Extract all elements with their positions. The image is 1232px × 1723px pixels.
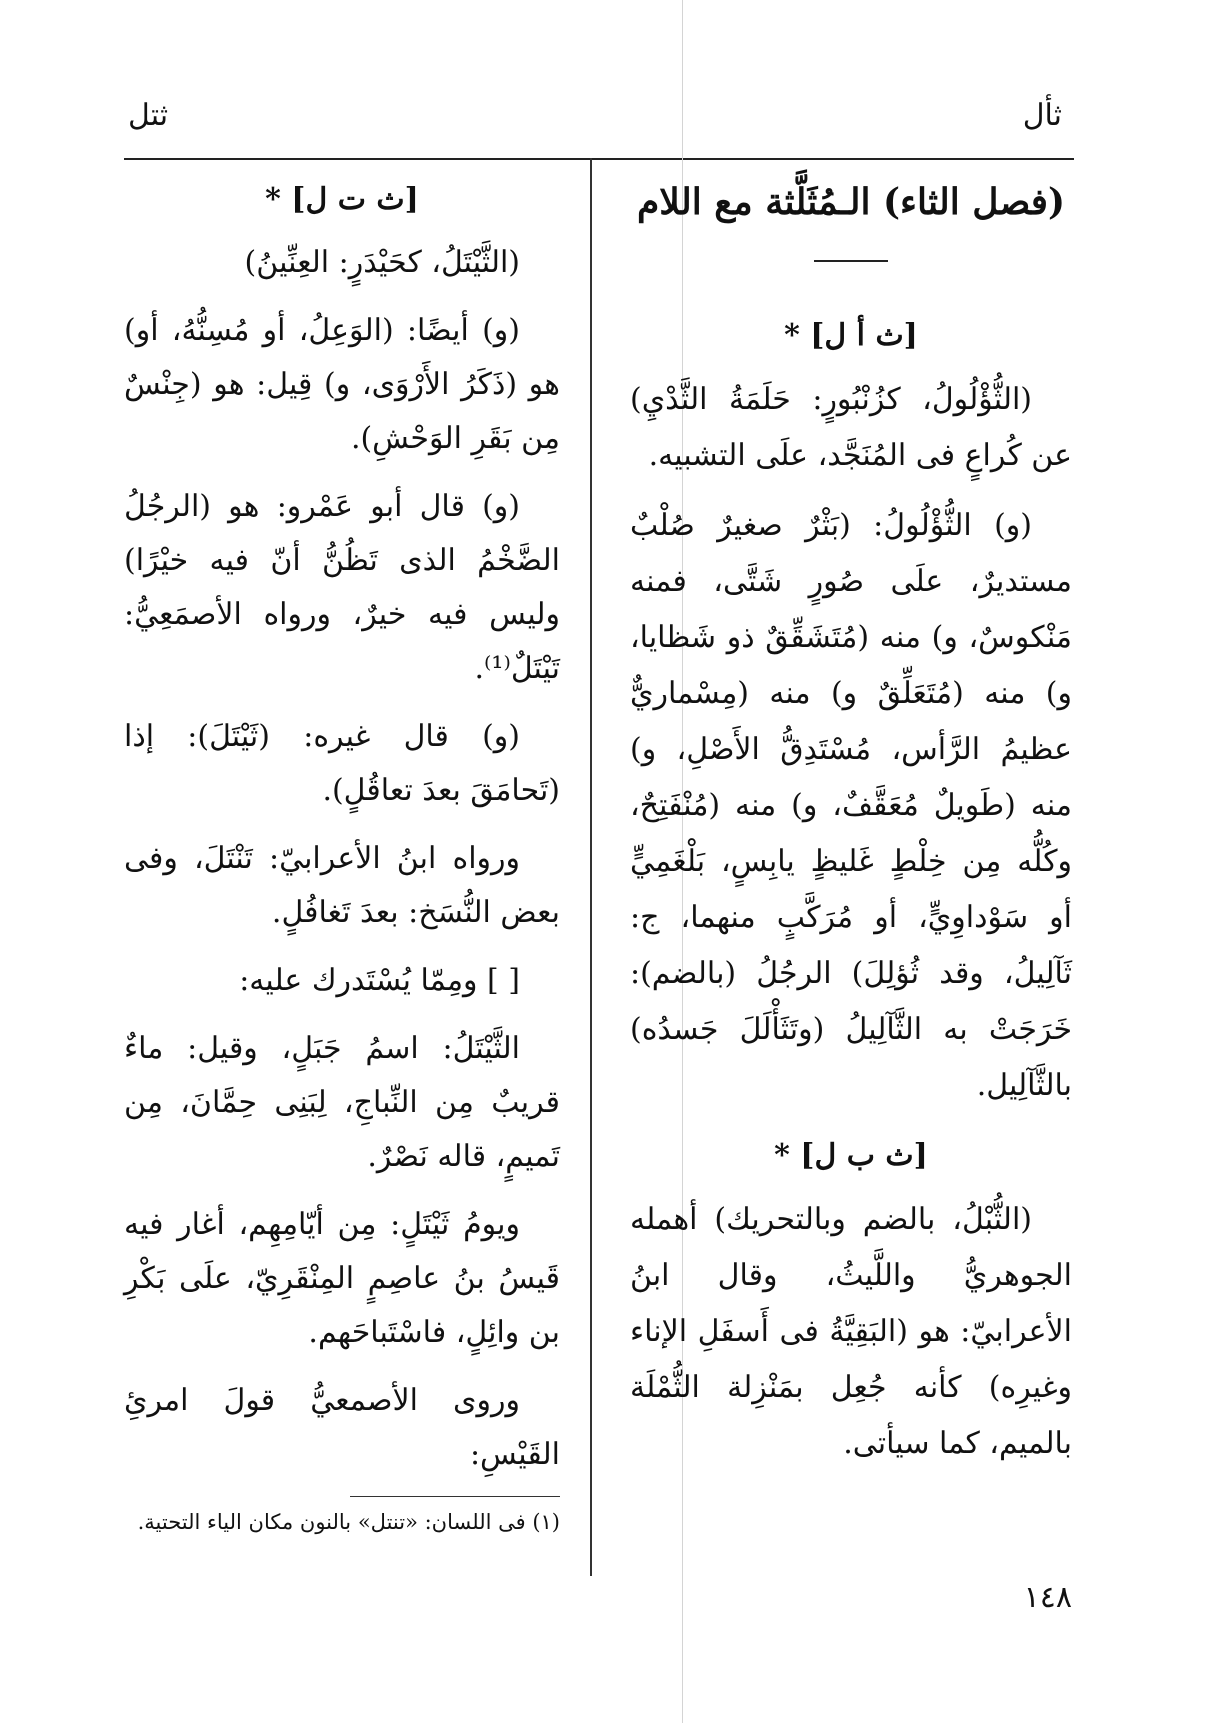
column-divider bbox=[590, 158, 592, 1576]
entry-paragraph: الثَّيْتَلُ: اسمُ جَبَلٍ، وقيل: ماءٌ قريبٌ مِن النِّباجِ، لِبَنِى حِمَّانَ، مِن تَميمٍ، قاله نَصْرٌ. bbox=[124, 1031, 560, 1174]
footnote: (١) فى اللسان: «تنتل» بالنون مكان الياء التحتية. bbox=[137, 1510, 560, 1534]
entry-head-tha-alif-lam: [ث أ ل] * bbox=[784, 318, 918, 353]
entry-head-tha-ta-lam: [ث ت ل] * bbox=[265, 182, 419, 217]
entry-paragraph: وروى الأصمعيُّ قولَ امرئِ القَيْسِ: bbox=[124, 1383, 560, 1472]
addendum-heading: [ ] ومِمّا يُسْتَدرك عليه: bbox=[239, 963, 520, 998]
entry-paragraph: (الثُّؤْلُولُ، كزُنْبُورٍ: حَلَمَةُ الثَّدْيِ) عن كُراعٍ فى المُنَجَّد، علَى التشبيه. bbox=[630, 382, 1072, 473]
entry-paragraph: (و) أيضًا: (الوَعِلُ، أو مُسِنُّهُ، أو) هو (ذَكَرُ الأَرْوَى، و) قِيل: هو (جِنْسٌ مِن بَقَرِ الوَحْشِ). bbox=[124, 313, 560, 456]
entry-paragraph: (و) قال غيره: (ثَيْتَلَ): إذا (تَحامَقَ بعدَ تعاقُلٍ). bbox=[124, 719, 560, 808]
header-rule bbox=[124, 158, 1074, 160]
entry-paragraph: ويومُ ثَيْتَلٍ: مِن أيّامِهِم، أغار فيه قَيسُ بنُ عاصِمٍ المِنْقَرِيّ، علَى بَكْرِ بن وائِلٍ، فاسْتَباحَهم. bbox=[124, 1207, 560, 1350]
running-head-right: ثأل bbox=[1022, 98, 1062, 133]
right-column bbox=[630, 172, 1072, 1486]
entry-paragraph: ورواه ابنُ الأعرابيّ: تَنْتَلَ، وفى بعض النُّسَخ: بعدَ تَغافُلٍ. bbox=[124, 841, 560, 930]
section-title: (فصل الثاء) الـمُثَلَّثة مع اللام bbox=[636, 181, 1066, 223]
entry-paragraph: (الثُّبْلُ، بالضم وبالتحريك) أهمله الجوهريُّ واللَّيثُ، وقال ابنُ الأعرابيّ: هو (البَقِيَّةُ فى أَسفَلِ الإناء وغيرِه) كأنه جُعِل بمَنْزِلة الثُّمْلَة بالميم، كما سيأتى. bbox=[630, 1202, 1072, 1461]
entry-paragraph: (الثَّيْتَلُ، كحَيْدَرٍ: العِنِّينُ) bbox=[244, 245, 520, 280]
entry-paragraph: (و) الثُّؤْلُولُ: (بَثْرٌ صغيرٌ صُلْبٌ مستديرٌ، علَى صُورٍ شَتَّى، فمنه مَنْكوسٌ، و) منه (مُتَشَقِّقٌ ذو شَظايا، و) منه (مُتَعَلِّقٌ و) منه (مِسْماريٌّ عظيمُ الرَّأس، مُسْتَدِقُّ الأَصْلِ، و) منه (طَويلٌ مُعَقَّفٌ، و) منه (مُنْفَتِحٌ، وكُلُّه مِن خِلْطٍ غَليظٍ يابِسٍ، بَلْغَمِيٍّ أو سَوْداوِيٍّ، أو مُرَكَّبٍ منهما، ج: ثَآلِيلُ، وقد ثُؤلِلَ) الرجُلُ (بالضم): خَرَجَتْ به الثَّآلِيلُ (وتَثَأْلَلَ جَسدُه) بالثَّآلِيل. bbox=[630, 508, 1072, 1103]
section-rule bbox=[814, 260, 888, 262]
entry-head-tha-ba-lam: [ث ب ل] * bbox=[774, 1138, 928, 1173]
left-column bbox=[124, 172, 560, 1496]
page-number: ١٤٨ bbox=[1023, 1580, 1072, 1615]
entry-paragraph: (و) قال أبو عَمْرو: هو (الرجُلُ الضَّخْمُ الذى تَظُنُّ أنّ فيه خيْرًا) وليس فيه خيرٌ، ورواه الأصمَعِيُّ: تَيْتَلٌ⁽¹⁾. bbox=[124, 489, 560, 686]
running-head-left: ثتل bbox=[128, 98, 169, 133]
footnote-rule bbox=[350, 1496, 560, 1497]
